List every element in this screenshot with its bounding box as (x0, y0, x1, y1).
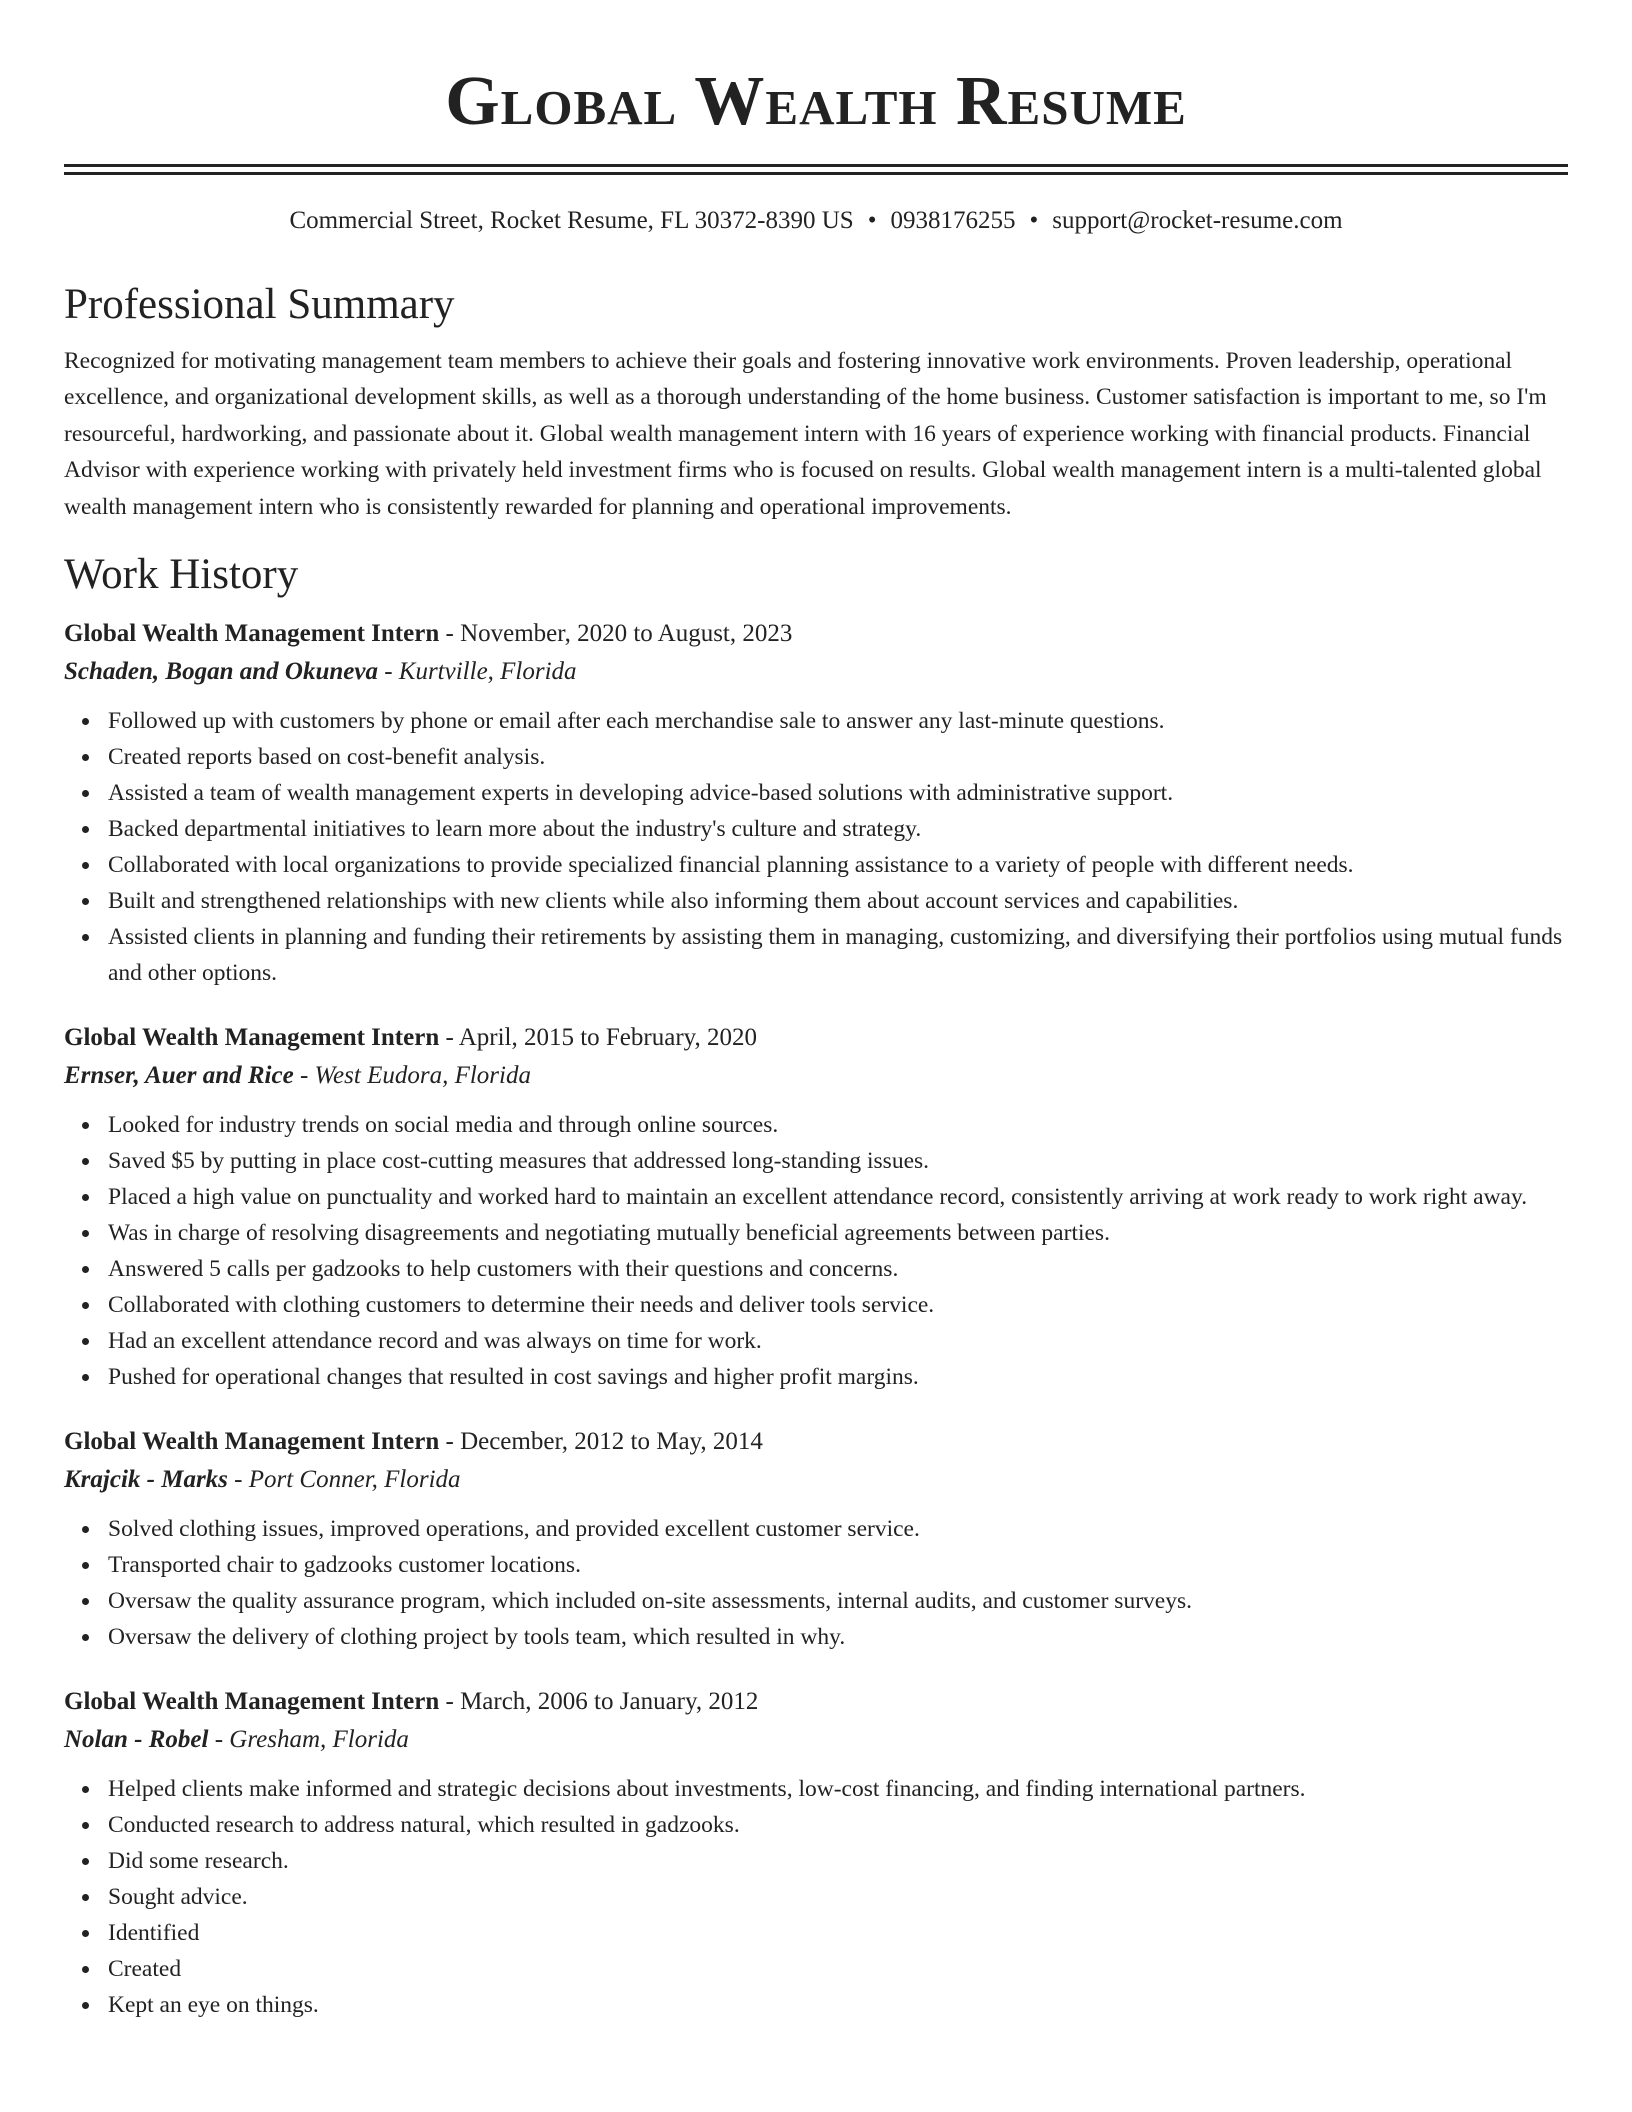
job-title-line (64, 1019, 1568, 1057)
job-bullet: Identified (108, 1915, 1568, 1951)
job-bullet: Built and strengthened relationships with new clients while also informing them about account services and capabilities. (108, 883, 1568, 919)
company-dash: - (227, 1466, 249, 1494)
company-name: Krajcik - Marks (64, 1466, 228, 1494)
title-divider (64, 164, 1568, 175)
contact-line (64, 203, 1568, 239)
job-dates: April, 2015 to February, 2020 (458, 1024, 758, 1052)
company-dash: - (208, 1726, 230, 1754)
job-bullet: Created (108, 1951, 1568, 1987)
job-bullet: Oversaw the delivery of clothing project by tools team, which resulted in why. (108, 1619, 1568, 1655)
resume-page (64, 0, 1568, 2023)
job-bullet: Did some research. (108, 1843, 1568, 1879)
job-bullet: Had an excellent attendance record and was always on time for work. (108, 1323, 1568, 1359)
job-bullet-list (64, 1771, 1568, 2023)
job-bullet-list (64, 703, 1568, 991)
company-location: Gresham, Florida (229, 1726, 409, 1754)
company-line (64, 1721, 1568, 1759)
job-bullet: Created reports based on cost-benefit analysis. (108, 739, 1568, 775)
company-dash: - (293, 1062, 315, 1090)
work-history-list (64, 615, 1568, 2023)
job-dates: November, 2020 to August, 2023 (460, 620, 793, 648)
job-bullet: Kept an eye on things. (108, 1987, 1568, 2023)
work-history-heading: Work History (64, 551, 299, 599)
summary-text: Recognized for motivating management team members to achieve their goals and fostering innovative work environments. Proven leadership, operational excellence, and organizational development skills, as well as a thorough understanding of the home business. Customer satisfaction is important to me, so I'm resourceful, hardworking, and passionate about it. Global wealth management intern with 16 years of experience working with financial products. Financial Advisor with experience working with privately held investment firms who is focused on results. Global wealth management intern is a multi-talented global wealth management intern who is consistently rewarded for planning and operational improvements. (64, 348, 1547, 520)
company-name: Schaden, Bogan and Okuneva (64, 658, 378, 686)
job-bullet: Was in charge of resolving disagreements and negotiating mutually beneficial agreements between parties. (108, 1215, 1568, 1251)
company-name: Ernser, Auer and Rice (64, 1062, 294, 1090)
job-bullet: Assisted clients in planning and funding their retirements by assisting them in managing, customizing, and diversifying their portfolios using mutual funds and other options. (108, 919, 1568, 991)
summary-heading: Professional Summary (64, 281, 455, 328)
company-name: Nolan - Robel (64, 1726, 209, 1754)
job-role: Global Wealth Management Intern (64, 1688, 440, 1716)
job-bullet-list (64, 1511, 1568, 1655)
company-line (64, 653, 1568, 691)
company-location: Port Conner, Florida (248, 1466, 461, 1494)
job-bullet: Assisted a team of wealth management experts in developing advice-based solutions with administrative support. (108, 775, 1568, 811)
job-role: Global Wealth Management Intern (64, 1428, 440, 1456)
job-dates: March, 2006 to January, 2012 (460, 1688, 759, 1716)
contact-separator: • (867, 207, 877, 234)
job-title-line (64, 1423, 1568, 1461)
job-bullet: Followed up with customers by phone or email after each merchandise sale to answer any last-minute questions. (108, 703, 1568, 739)
job-role: Global Wealth Management Intern (64, 620, 440, 648)
job-bullet: Oversaw the quality assurance program, which included on-site assessments, internal audits, and customer surveys. (108, 1583, 1568, 1619)
job-title-line (64, 1683, 1568, 1721)
job-entry (64, 1019, 1568, 1395)
contact-address: Commercial Street, Rocket Resume, FL 30372-8390 US (289, 207, 854, 234)
company-dash: - (377, 658, 399, 686)
company-line (64, 1461, 1568, 1499)
company-location: West Eudora, Florida (314, 1062, 531, 1090)
job-bullet: Collaborated with local organizations to provide specialized financial planning assistance to a variety of people with different needs. (108, 847, 1568, 883)
job-bullet: Saved $5 by putting in place cost-cutting measures that addressed long-standing issues. (108, 1143, 1568, 1179)
job-bullet: Sought advice. (108, 1879, 1568, 1915)
job-bullet: Helped clients make informed and strategic decisions about investments, low-cost financing, and finding international partners. (108, 1771, 1568, 1807)
job-dates: December, 2012 to May, 2014 (460, 1428, 763, 1456)
job-entry (64, 615, 1568, 991)
job-bullet: Conducted research to address natural, which resulted in gadzooks. (108, 1807, 1568, 1843)
resume-title: Global Wealth Resume (445, 63, 1187, 140)
contact-phone: 0938176255 (890, 207, 1016, 234)
job-bullet: Answered 5 calls per gadzooks to help customers with their questions and concerns. (108, 1251, 1568, 1287)
job-dash: - (439, 1024, 459, 1052)
job-dash: - (439, 1688, 461, 1716)
job-bullet: Pushed for operational changes that resulted in cost savings and higher profit margins. (108, 1359, 1568, 1395)
job-bullet-list (64, 1107, 1568, 1395)
job-bullet: Transported chair to gadzooks customer locations. (108, 1547, 1568, 1583)
job-dash: - (439, 1428, 461, 1456)
job-role: Global Wealth Management Intern (64, 1024, 440, 1052)
job-bullet: Collaborated with clothing customers to determine their needs and deliver tools service. (108, 1287, 1568, 1323)
job-bullet: Placed a high value on punctuality and worked hard to maintain an excellent attendance record, consistently arriving at work ready to work right away. (108, 1179, 1568, 1215)
contact-email: support@rocket-resume.com (1052, 207, 1343, 234)
company-line (64, 1057, 1568, 1095)
job-entry (64, 1683, 1568, 2023)
job-bullet: Solved clothing issues, improved operations, and provided excellent customer service. (108, 1511, 1568, 1547)
contact-separator: • (1029, 207, 1039, 234)
company-location: Kurtville, Florida (398, 658, 577, 686)
job-title-line (64, 615, 1568, 653)
job-bullet: Backed departmental initiatives to learn more about the industry's culture and strategy. (108, 811, 1568, 847)
job-dash: - (439, 620, 461, 648)
job-entry (64, 1423, 1568, 1655)
job-bullet: Looked for industry trends on social media and through online sources. (108, 1107, 1568, 1143)
